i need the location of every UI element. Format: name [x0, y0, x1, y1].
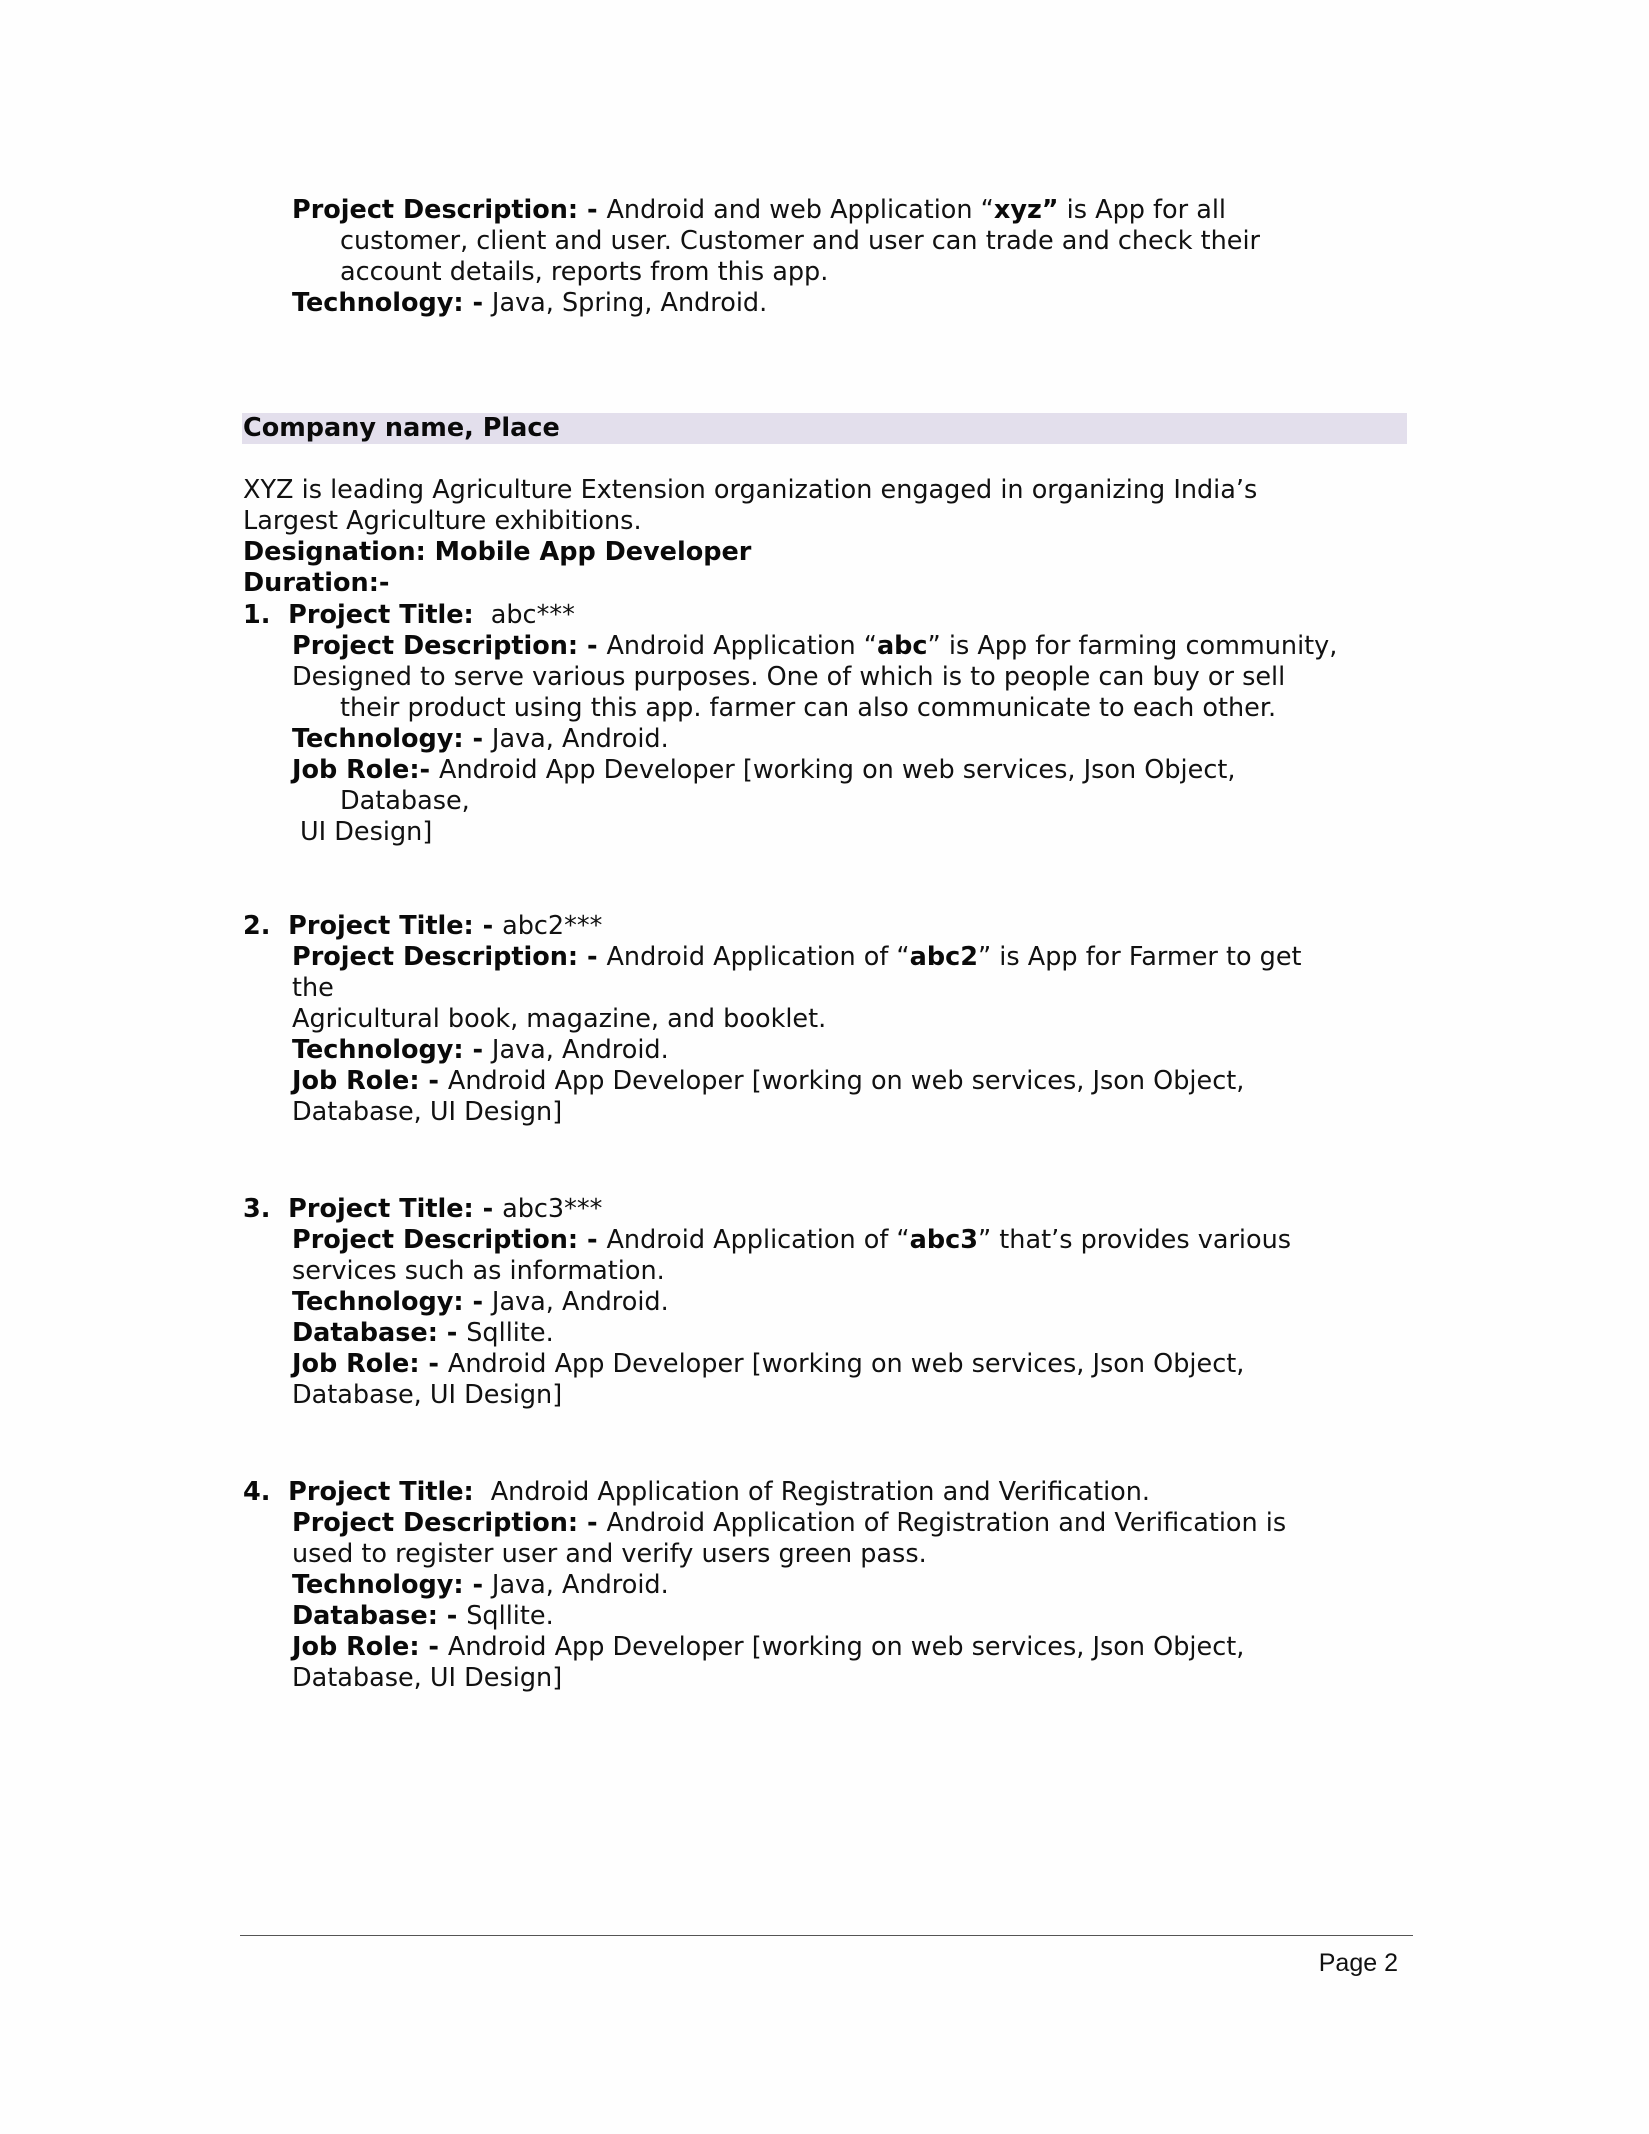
field-label: Project Description: - — [292, 1508, 607, 1538]
project-line — [292, 755, 1235, 786]
field-value: Database, UI Design] — [292, 1097, 563, 1127]
field-label: Project Description: - — [292, 942, 607, 972]
field-value: UI Design] — [300, 817, 433, 847]
text-line — [292, 195, 1226, 226]
field-label: Project Description: - — [292, 195, 607, 225]
project-line — [243, 1477, 1150, 1508]
field-label: Job Role: - — [292, 1632, 448, 1662]
field-value: Database, UI Design] — [292, 1380, 563, 1410]
project-line — [292, 1601, 554, 1632]
field-label: Technology: - — [292, 1287, 492, 1317]
field-label: Project Description: - — [292, 631, 607, 661]
field-label: Project Description: - — [292, 1225, 607, 1255]
project-line — [292, 1097, 562, 1128]
field-value: XYZ is leading Agriculture Extension organization engaged in organizing India’s — [243, 475, 1258, 505]
project-line — [292, 662, 1285, 693]
field-label: abc — [876, 631, 928, 661]
field-value: Java, Android. — [491, 1287, 669, 1317]
field-value: Database, — [340, 786, 470, 816]
company-heading: Company name, Place — [243, 413, 560, 443]
field-label: Duration:- — [243, 568, 390, 598]
field-value: Sqllite. — [466, 1318, 554, 1348]
field-value: ” is App for farming community, — [927, 631, 1338, 661]
field-value: Java, Spring, Android. — [491, 288, 768, 318]
project-line — [292, 1318, 554, 1349]
field-value: Android Application “ — [606, 631, 877, 661]
project-line — [292, 942, 1302, 973]
project-line — [300, 817, 432, 848]
field-label: Technology: - — [292, 288, 492, 318]
field-value: ” that’s provides various — [977, 1225, 1292, 1255]
field-label: 4. Project Title: — [243, 1477, 483, 1507]
field-value: Android Application of Registration and Verification. — [482, 1477, 1151, 1507]
project-line — [292, 973, 334, 1004]
field-value: Designed to serve various purposes. One of which is to people can buy or sell — [292, 662, 1286, 692]
project-line — [243, 600, 575, 631]
field-label: Job Role:- — [292, 755, 439, 785]
field-value: Java, Android. — [491, 1570, 669, 1600]
field-value: abc3*** — [502, 1194, 603, 1224]
field-value: Java, Android. — [491, 1035, 669, 1065]
page-number: Page 2 — [1318, 1949, 1398, 1977]
field-value: abc*** — [482, 600, 575, 630]
field-value: services such as information. — [292, 1256, 665, 1286]
field-value: Android and web Application “ — [606, 195, 994, 225]
field-value: their product using this app. farmer can also communicate to each other. — [340, 693, 1277, 723]
project-line — [292, 1663, 562, 1694]
field-label: Technology: - — [292, 1035, 492, 1065]
footer-divider — [240, 1935, 1413, 1936]
project-line — [292, 1349, 1244, 1380]
field-label: Job Role: - — [292, 1066, 448, 1096]
project-line — [292, 724, 669, 755]
field-value: Android Application of Registration and Verification is — [606, 1508, 1287, 1538]
field-value: Largest Agriculture exhibitions. — [243, 506, 642, 536]
project-line — [292, 1570, 669, 1601]
field-value: Android Application of “ — [606, 942, 910, 972]
project-line — [292, 1539, 927, 1570]
field-label: 3. Project Title: - — [243, 1194, 503, 1224]
field-value: Agricultural book, magazine, and booklet. — [292, 1004, 827, 1034]
field-value: used to register user and verify users green pass. — [292, 1539, 927, 1569]
field-value: customer, client and user. Customer and user can trade and check their — [340, 226, 1261, 256]
field-label: Technology: - — [292, 724, 492, 754]
text-line — [340, 257, 828, 288]
text-line — [243, 568, 390, 599]
field-label: 1. Project Title: — [243, 600, 483, 630]
field-label: Job Role: - — [292, 1349, 448, 1379]
field-value: Android App Developer [working on web services, Json Object, — [447, 1066, 1245, 1096]
field-value: Database, UI Design] — [292, 1663, 563, 1693]
text-line — [340, 226, 1260, 257]
field-label: abc3 — [909, 1225, 978, 1255]
project-line — [243, 1194, 602, 1225]
project-line — [243, 911, 602, 942]
project-line — [292, 1225, 1291, 1256]
project-line — [292, 1004, 826, 1035]
project-line — [292, 1035, 669, 1066]
text-line — [243, 475, 1257, 506]
project-line — [292, 1380, 562, 1411]
text-line — [243, 537, 751, 568]
field-value: Android App Developer [working on web services, Json Object, — [447, 1349, 1245, 1379]
field-value: Android Application of “ — [606, 1225, 910, 1255]
project-line — [292, 1632, 1244, 1663]
project-line — [292, 631, 1337, 662]
field-value: the — [292, 973, 334, 1003]
project-line — [340, 786, 470, 817]
field-label: Designation: Mobile App Developer — [243, 537, 752, 567]
project-line — [292, 1066, 1244, 1097]
field-value: abc2*** — [502, 911, 603, 941]
text-line — [243, 506, 642, 537]
field-label: 2. Project Title: - — [243, 911, 503, 941]
field-label: Database: - — [292, 1318, 467, 1348]
field-label: abc2 — [909, 942, 978, 972]
field-value: ” is App for Farmer to get — [977, 942, 1302, 972]
field-value: Android App Developer [working on web services, Json Object, — [439, 755, 1236, 785]
field-label: xyz” — [993, 195, 1059, 225]
field-label: Technology: - — [292, 1570, 492, 1600]
project-line — [292, 1287, 669, 1318]
field-value: Android App Developer [working on web services, Json Object, — [447, 1632, 1245, 1662]
field-value: is App for all — [1058, 195, 1227, 225]
field-value: Sqllite. — [466, 1601, 554, 1631]
project-line — [340, 693, 1276, 724]
field-label: Database: - — [292, 1601, 467, 1631]
field-value: account details, reports from this app. — [340, 257, 829, 287]
field-value: Java, Android. — [491, 724, 669, 754]
project-line — [292, 1508, 1286, 1539]
text-line — [292, 288, 767, 319]
project-line — [292, 1256, 665, 1287]
